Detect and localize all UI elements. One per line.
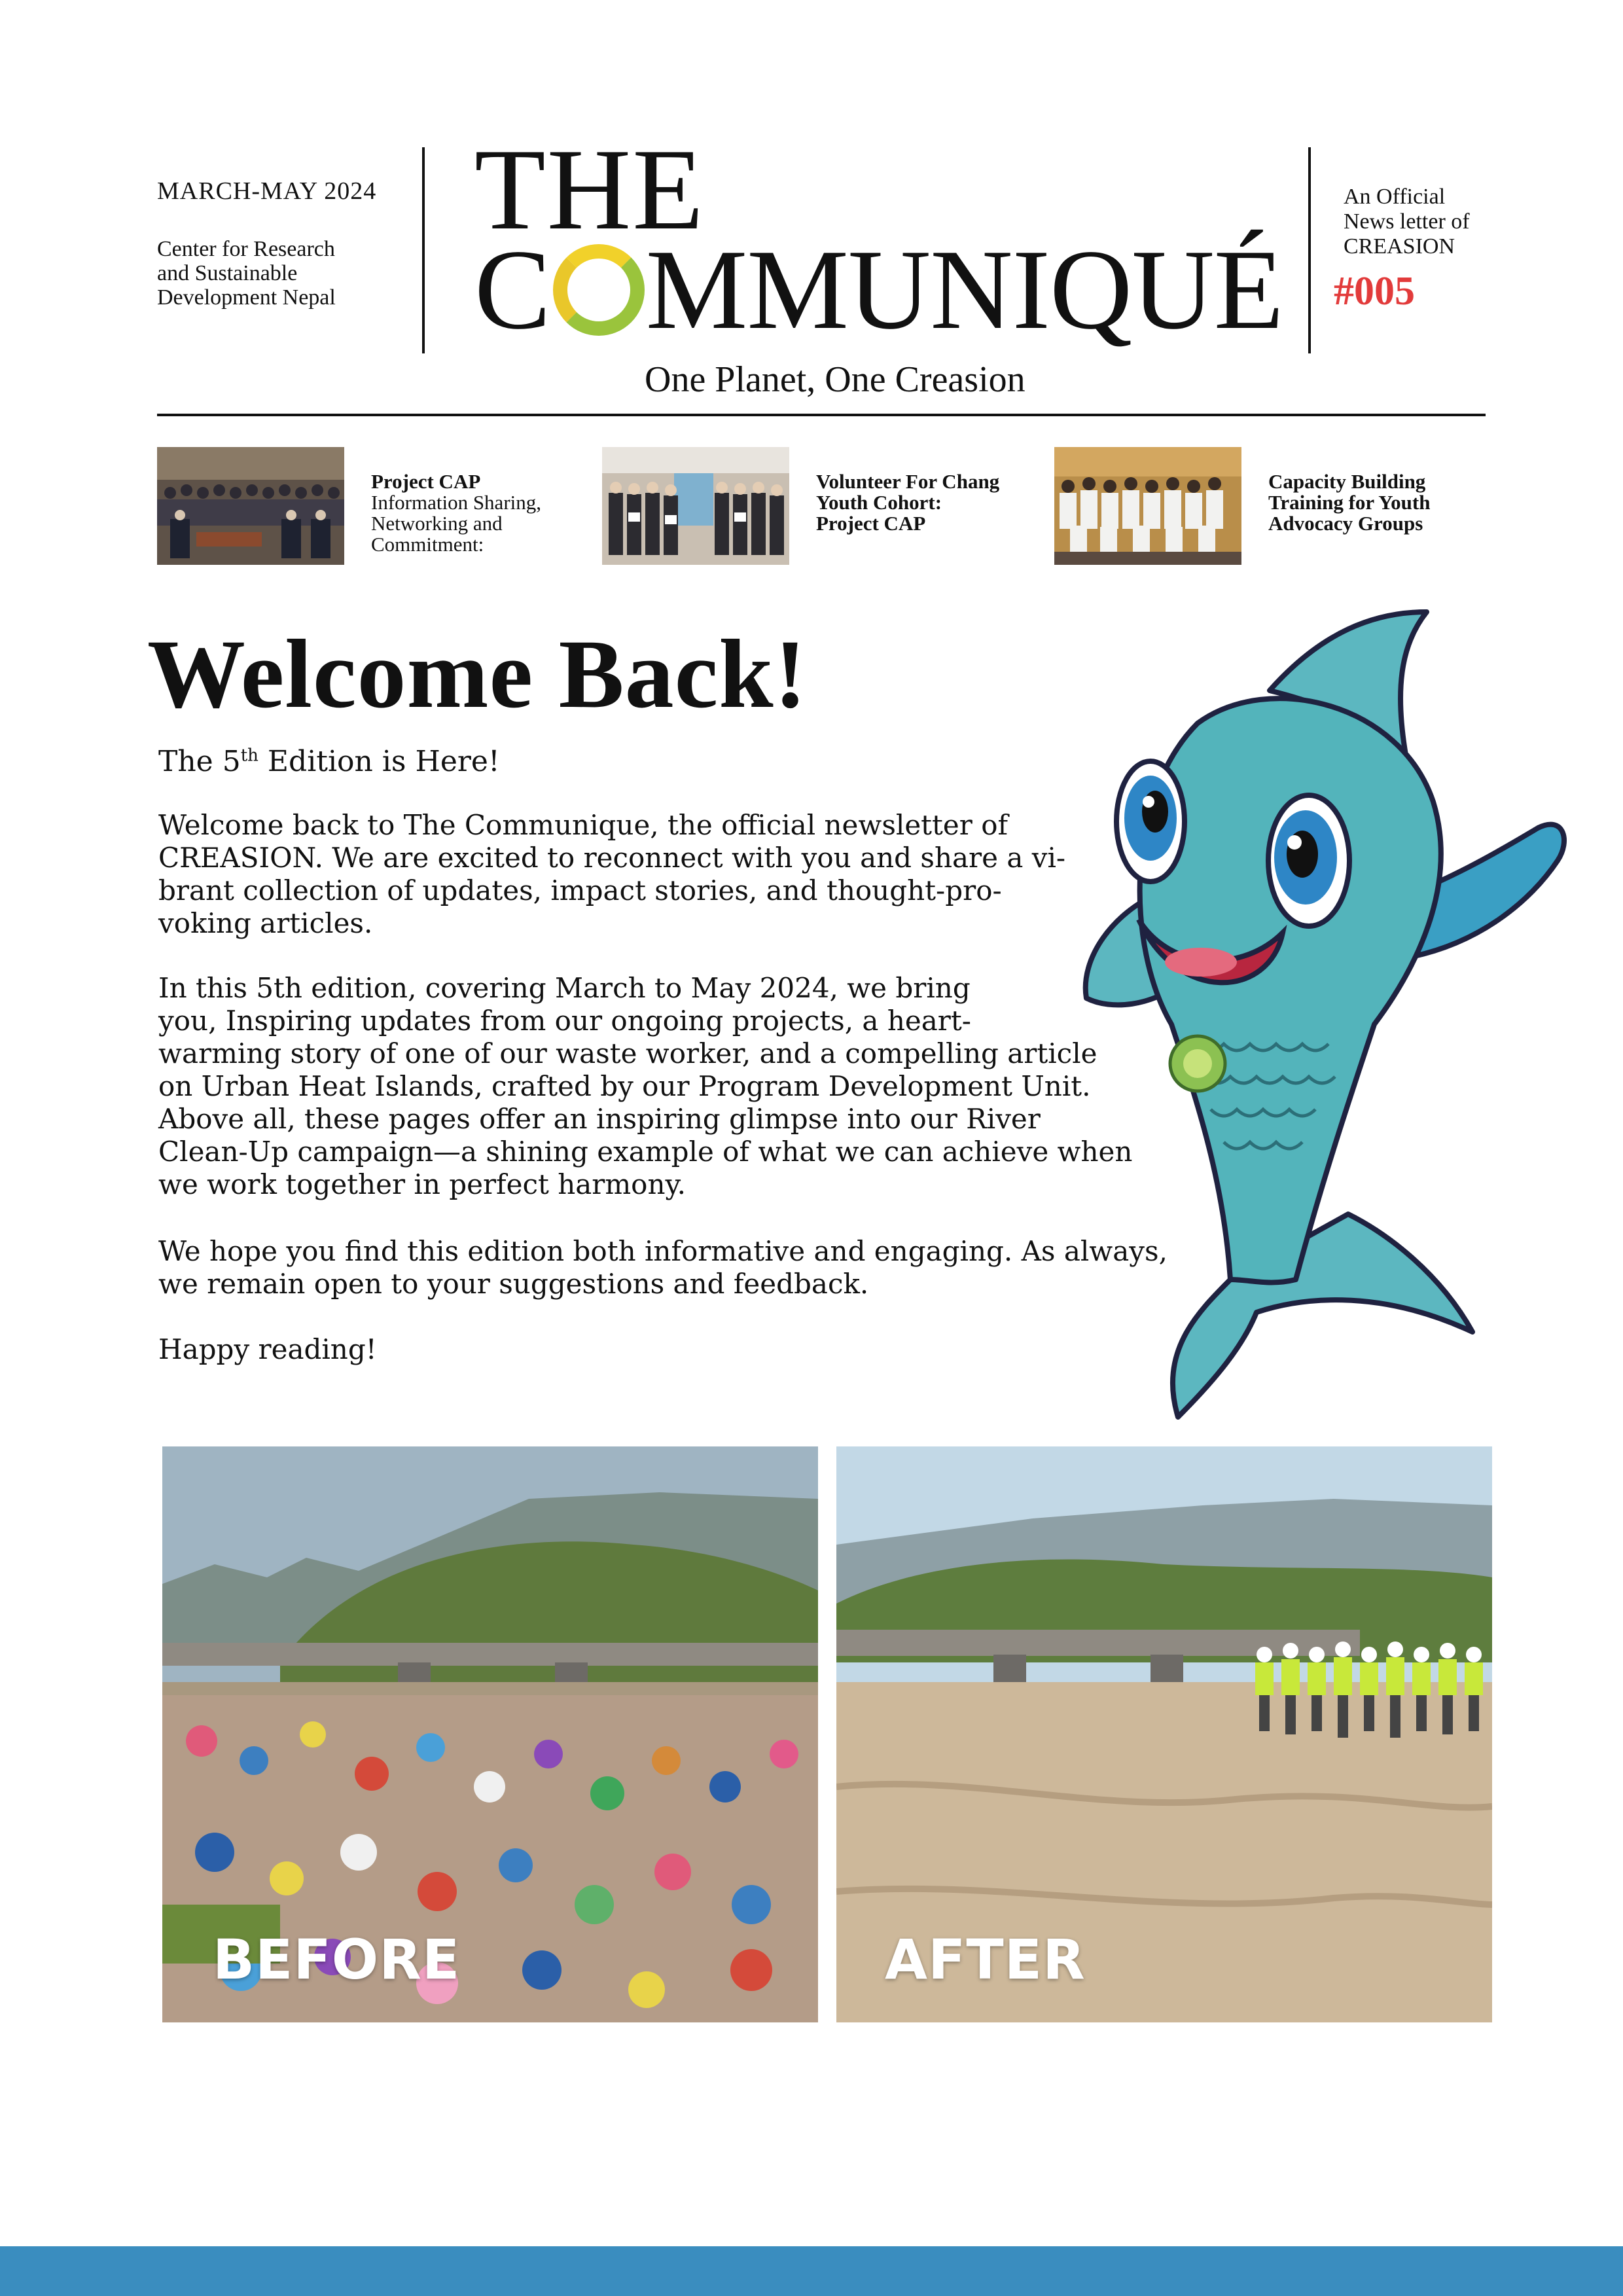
official-line-2: News letter of	[1344, 209, 1470, 234]
teaser-text-volunteer[interactable]	[816, 471, 999, 534]
paragraph-4: Happy reading!	[158, 1333, 377, 1365]
teaser-3-line-2: Training for Youth	[1268, 491, 1431, 514]
p3-line: We hope you find this edition both informative and engaging. As always,	[158, 1235, 1168, 1267]
teaser-photo-training[interactable]	[1054, 447, 1241, 565]
issue-number: #005	[1334, 269, 1415, 314]
official-line-1: An Official	[1344, 185, 1446, 209]
article-heading: Welcome Back!	[147, 620, 808, 728]
teaser-1-line-3: Networking and	[371, 512, 503, 535]
recycle-ring-icon	[553, 244, 645, 336]
org-name-line-2: and Sustainable	[157, 261, 298, 285]
teaser-3-line-1: Capacity Building	[1268, 470, 1426, 493]
p2-line: you, Inspiring updates from our ongoing projects, a heart-	[158, 1005, 971, 1037]
subheading-post: Edition is Here!	[258, 745, 500, 778]
p1-line: CREASION. We are excited to reconnect with you and share a vi-	[158, 842, 1066, 874]
subheading-pre: The 5	[158, 745, 241, 778]
p1-line: brant collection of updates, impact stories, and thought-pro-	[158, 874, 1002, 906]
teaser-photo-seminar[interactable]	[157, 447, 344, 565]
p2-line: on Urban Heat Islands, crafted by our Program Development Unit.	[158, 1070, 1091, 1102]
teaser-text-capacity[interactable]	[1268, 471, 1430, 534]
paragraph-1	[158, 809, 1065, 940]
article-subheading	[158, 745, 500, 778]
teaser-2-line-2: Youth Cohort:	[816, 491, 942, 514]
newsletter-title-the: THE	[474, 124, 705, 254]
teaser-1-line-2: Information Sharing,	[371, 491, 542, 514]
teaser-2-line-3: Project CAP	[816, 512, 926, 535]
divider-left	[422, 147, 425, 353]
issue-date: MARCH-MAY 2024	[157, 177, 377, 205]
p2-line: we work together in perfect harmony.	[158, 1168, 687, 1200]
teaser-text-project-cap[interactable]	[371, 471, 541, 555]
divider-right	[1308, 147, 1311, 353]
teaser-1-line-4: Commitment:	[371, 533, 484, 556]
fish-mascot-icon	[982, 605, 1571, 1430]
masthead-left	[157, 177, 393, 310]
p1-line: Welcome back to The Communique, the official newsletter of	[158, 809, 1008, 841]
official-line-3: CREASION	[1344, 234, 1455, 259]
before-label: BEFORE	[213, 1928, 461, 1992]
p2-line: warming story of one of our waste worker, and a compelling article	[158, 1037, 1097, 1069]
footer-bar	[0, 2246, 1623, 2296]
org-name-line-1: Center for Research	[157, 237, 335, 261]
newsletter-title-main	[474, 226, 1283, 353]
masthead-right	[1344, 185, 1514, 259]
tagline: One Planet, One Creasion	[645, 359, 1026, 400]
after-label: AFTER	[885, 1928, 1086, 1992]
p1-line: voking articles.	[158, 907, 373, 939]
p2-line: In this 5th edition, covering March to May 2024, we bring	[158, 972, 971, 1004]
masthead-rule	[157, 414, 1486, 416]
subheading-sup: th	[240, 745, 259, 766]
teaser-photo-volunteers[interactable]	[602, 447, 789, 565]
teaser-3-line-3: Advocacy Groups	[1268, 512, 1423, 535]
teaser-2-line-1: Volunteer For Chang	[816, 470, 1000, 493]
title-letter-c: C	[474, 226, 550, 353]
title-rest: MMUNIQUÉ	[645, 226, 1283, 353]
teaser-1-title: Project CAP	[371, 470, 481, 493]
org-name-line-3: Development Nepal	[157, 285, 336, 310]
p3-line: we remain open to your suggestions and feedback.	[158, 1268, 869, 1300]
p2-line: Clean-Up campaign—a shining example of what we can achieve when	[158, 1136, 1133, 1168]
p2-line: Above all, these pages offer an inspiring glimpse into our River	[158, 1103, 1041, 1135]
